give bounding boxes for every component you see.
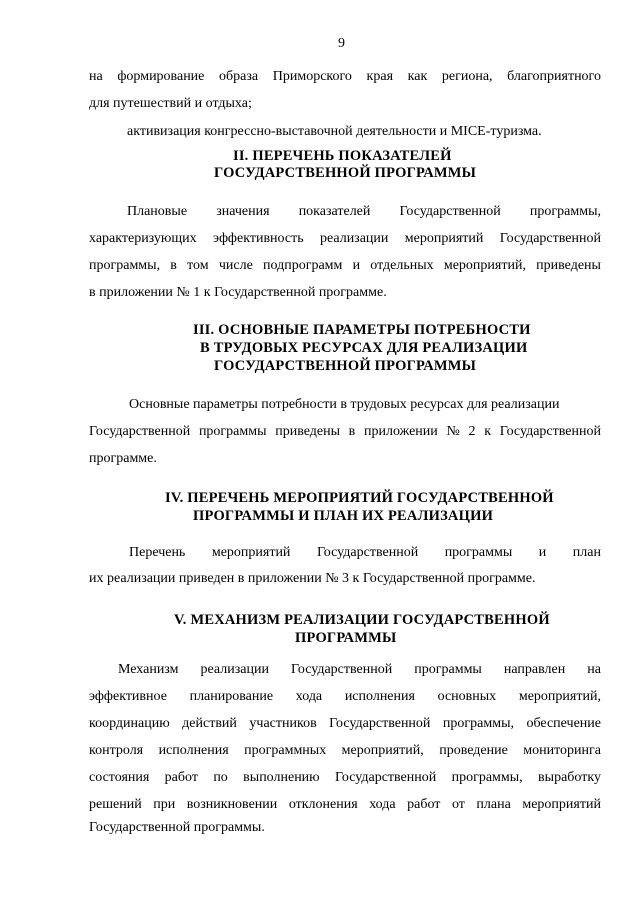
section-4-heading-line-2: ПРОГРАММЫ И ПЛАН ИХ РЕАЛИЗАЦИИ (193, 508, 494, 524)
word: № (446, 424, 460, 439)
section-5-paragraph-line-5 (89, 770, 601, 790)
word: работ (407, 797, 441, 812)
word: действий (182, 716, 237, 731)
word: Государственной (335, 770, 437, 785)
section-5-heading-line-1: V. МЕХАНИЗМ РЕАЛИЗАЦИИ ГОСУДАРСТВЕННОЙ (174, 612, 550, 628)
word: Государственной (316, 545, 419, 560)
word: направлен (503, 662, 566, 677)
section-2-paragraph-line-3 (89, 258, 601, 278)
word: мероприятий (522, 797, 601, 812)
section-2-heading-line-2: ГОСУДАРСТВЕННОЙ ПРОГРАММЫ (214, 165, 477, 181)
word: реализации (319, 231, 389, 246)
word: том (187, 258, 209, 273)
section-3-paragraph-line-1: Основные параметры потребности в трудовых ресурсах для реализации (129, 397, 560, 412)
section-2-heading-line-1: II. ПЕРЕЧЕНЬ ПОКАЗАТЕЛЕЙ (233, 148, 452, 164)
word: подпрограмм (263, 258, 343, 273)
word: региона, (441, 69, 493, 84)
word: 2 (468, 424, 476, 439)
word: на (587, 662, 601, 677)
section-2-paragraph-line-1 (127, 204, 601, 224)
word: в (170, 258, 177, 273)
word: обеспечение (526, 716, 601, 731)
word: координацию (89, 716, 170, 731)
word: контроля (89, 743, 144, 758)
word: Перечень (129, 545, 186, 560)
section-4-paragraph-line-1 (129, 545, 601, 565)
word: программы (198, 424, 267, 439)
word: мероприятий (211, 545, 291, 560)
word: отклонения (288, 797, 358, 812)
word: мероприятий (404, 231, 484, 246)
section-4-paragraph-line-2: их реализации приведен в приложении № 3 к Государственной программе. (89, 571, 536, 586)
word: состояния (89, 770, 150, 785)
word: проведение (439, 743, 508, 758)
page-number: 9 (338, 36, 345, 51)
section-5-heading-line-2: ПРОГРАММЫ (295, 630, 397, 646)
section-2-paragraph-line-4: в приложении № 1 к Государственной программе. (89, 285, 387, 300)
word: показателей (298, 204, 371, 219)
section-4-heading-line-1: IV. ПЕРЕЧЕНЬ МЕРОПРИЯТИЙ ГОСУДАРСТВЕННОЙ (165, 490, 554, 506)
word: мероприятий, (443, 258, 526, 273)
word: программы, (529, 204, 601, 219)
word: плана (476, 797, 511, 812)
word: выработку (538, 770, 601, 785)
word: от (451, 797, 465, 812)
word: мероприятий, (341, 743, 424, 758)
word: и (352, 258, 361, 273)
word: значения (216, 204, 270, 219)
section-3-paragraph-line-3: программе. (89, 451, 157, 466)
section-5-paragraph-line-6 (89, 797, 601, 817)
word: мониторинга (523, 743, 601, 758)
word: программы (414, 662, 482, 677)
word: эффективность (213, 231, 304, 246)
word: программы (444, 545, 513, 560)
word: как (407, 69, 428, 84)
word: Государственной (499, 231, 601, 246)
intro-line-3: активизация конгрессно-выставочной деятельности и MICE-туризма. (127, 124, 542, 139)
section-5-paragraph-line-1 (118, 662, 601, 682)
word: программы, (89, 258, 161, 273)
section-3-heading-line-1: III. ОСНОВНЫЕ ПАРАМЕТРЫ ПОТРЕБНОСТИ (193, 322, 531, 338)
word: характеризующих (89, 231, 197, 246)
word: решений (89, 797, 142, 812)
word: участников (249, 716, 317, 731)
word: при (153, 797, 176, 812)
section-3-heading-line-3: ГОСУДАРСТВЕННОЙ ПРОГРАММЫ (214, 358, 477, 374)
intro-line-2: для путешествий и отдыха; (89, 96, 252, 111)
section-3-heading-line-2: В ТРУДОВЫХ РЕСУРСАХ ДЛЯ РЕАЛИЗАЦИИ (200, 340, 528, 356)
section-5-paragraph-line-2 (89, 689, 601, 709)
word: приведены (275, 424, 340, 439)
section-5-paragraph-line-4 (89, 743, 601, 763)
word: возникновении (186, 797, 278, 812)
word: основных (437, 689, 497, 704)
word: планирование (189, 689, 274, 704)
word: Плановые (127, 204, 188, 219)
word: Государственной (329, 716, 431, 731)
section-5-paragraph-line-7: Государственной программы. (89, 820, 265, 835)
word: программных (244, 743, 327, 758)
word: мероприятий, (518, 689, 601, 704)
word: отдельных (370, 258, 434, 273)
word: Приморского (272, 69, 352, 84)
word: Государственной (290, 662, 393, 677)
word: Государственной (89, 424, 191, 439)
word: благоприятного (507, 69, 601, 84)
word: работ (164, 770, 198, 785)
word: программы, (442, 716, 514, 731)
word: Механизм (118, 662, 179, 677)
section-3-paragraph-line-2 (89, 424, 601, 444)
word: программы, (451, 770, 523, 785)
word: выполнению (243, 770, 320, 785)
word: исполнения (158, 743, 229, 758)
word: в (348, 424, 356, 439)
section-2-paragraph-line-2 (89, 231, 601, 251)
word: план (572, 545, 601, 560)
word: приложении (363, 424, 438, 439)
word: Государственной (399, 204, 501, 219)
word: исполнения (344, 689, 415, 704)
section-5-paragraph-line-3 (89, 716, 601, 736)
word: эффективное (89, 689, 167, 704)
word: хода (295, 689, 323, 704)
word: образа (219, 69, 259, 84)
word: формирование (117, 69, 205, 84)
word: по (213, 770, 228, 785)
word: приведены (536, 258, 601, 273)
word: края (366, 69, 394, 84)
word: реализации (200, 662, 269, 677)
word: Государственной (499, 424, 601, 439)
word: на (89, 69, 103, 84)
word: к (484, 424, 492, 439)
word: и (538, 545, 547, 560)
word: хода (369, 797, 396, 812)
word: числе (218, 258, 253, 273)
intro-line-1 (89, 69, 601, 89)
